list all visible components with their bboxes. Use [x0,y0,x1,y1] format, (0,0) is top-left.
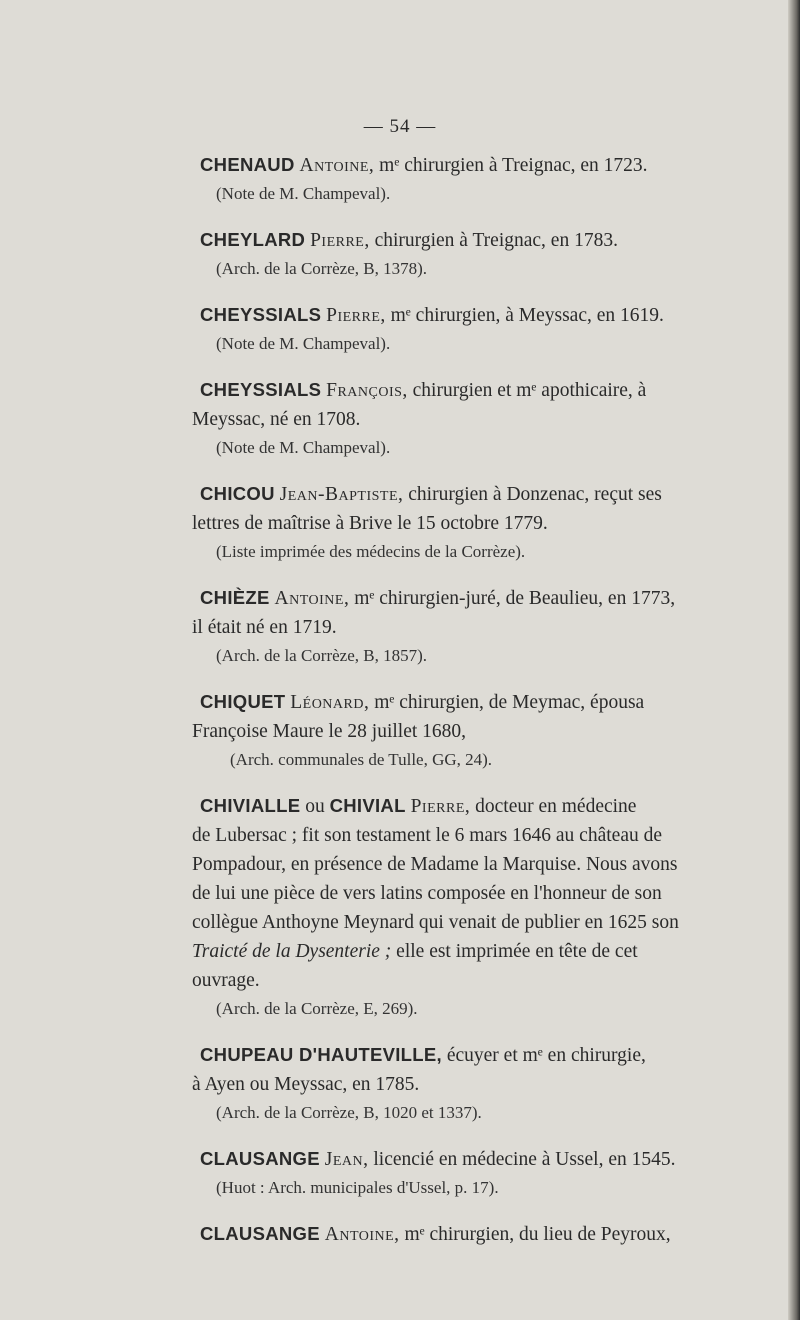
entry-cheylard [202,225,727,282]
entry-clausange-antoine [202,1219,727,1249]
entry-given-name: Pierre, [326,305,386,326]
entry-text-line: elle est imprimée en tête de cet [391,941,638,962]
entry-name: CHICOU [200,483,275,504]
entry-name: CHUPEAU D'HAUTEVILLE, [200,1044,442,1065]
entry-name: CLAUSANGE [200,1223,320,1244]
entry-name: CHIÈZE [200,587,270,608]
entry-chiquet [192,687,727,773]
entry-name: CHIVIALLE [200,795,301,816]
entry-name: CLAUSANGE [200,1148,320,1169]
entry-name: CHIQUET [200,691,286,712]
entry-source-note: (Note de M. Champeval). [216,438,391,457]
entry-chivialle [192,791,727,1022]
entry-text: docteur en médecine [470,796,637,817]
entry-name: CHEYSSIALS [200,379,322,400]
entry-source-note: (Note de M. Champeval). [216,334,391,353]
entry-given-name: Jean, [324,1149,369,1170]
entry-name-connector: ou [300,796,330,817]
entry-text: chirurgien et mᵉ apothicaire, à [407,380,647,401]
entry-name: CHENAUD [200,154,295,175]
entry-name: CHEYSSIALS [200,304,322,325]
entry-text: chirurgien à Donzenac, reçut ses [403,484,662,505]
entry-text-line: ouvrage. [192,970,260,991]
entry-given-name: Antoine, [299,155,375,176]
book-title: Traicté de la Dysenterie ; [192,941,392,962]
page-edge-shadow [788,0,800,1320]
entry-text: mᵉ chirurgien-juré, de Beaulieu, en 1773, [349,588,676,609]
entry-text-line: Pompadour, en présence de Madame la Marquise. Nous avons [192,854,678,875]
entry-text-line: collègue Anthoyne Meynard qui venait de publier en 1625 son [192,912,679,933]
entry-text-continued: Meyssac, né en 1708. [192,409,361,430]
entry-text: chirurgien à Treignac, en 1783. [369,230,618,251]
entry-source-note: (Arch. communales de Tulle, GG, 24). [230,750,493,769]
entry-chicou [192,479,727,565]
entry-given-name: Jean-Baptiste, [279,484,404,505]
entry-text-continued: Françoise Maure le 28 juillet 1680, [192,721,467,742]
entry-text-continued: il était né en 1719. [192,617,337,638]
entry-name-variant: CHIVIAL [329,795,406,816]
entry-text-continued: à Ayen ou Meyssac, en 1785. [192,1074,420,1095]
entry-cheyssials-francois [192,375,727,461]
entry-text-continued: lettres de maîtrise à Brive le 15 octobre 1779. [192,513,548,534]
entry-given-name: Pierre, [310,230,370,251]
entry-source-note: (Huot : Arch. municipales d'Ussel, p. 17). [216,1178,499,1197]
entry-clausange-jean [202,1144,727,1201]
page-body [192,150,727,1267]
entry-text: écuyer et mᵉ en chirurgie, [441,1045,646,1066]
entry-given-name: Antoine, [324,1224,400,1245]
entry-given-name: Léonard, [290,692,370,713]
entry-name: CHEYLARD [200,229,306,250]
page-number: — 54 — [363,116,437,137]
entry-chupeau [192,1040,727,1126]
entry-cheyssials-pierre [202,300,727,357]
entry-text-line: de Lubersac ; fit son testament le 6 mars 1646 au château de [192,825,662,846]
entry-source-note: (Note de M. Champeval). [216,184,391,203]
entry-chieze [192,583,727,669]
entry-source-note: (Arch. de la Corrèze, E, 269). [216,999,418,1018]
entry-source-note: (Liste imprimée des médecins de la Corrèze). [216,542,526,561]
entry-source-note: (Arch. de la Corrèze, B, 1020 et 1337). [216,1103,482,1122]
entry-given-name: Antoine, [274,588,350,609]
entry-text: mᵉ chirurgien à Treignac, en 1723. [374,155,648,176]
entry-given-name: François, [326,380,408,401]
entry-text: mᵉ chirurgien, du lieu de Peyroux, [399,1224,671,1245]
entry-source-note: (Arch. de la Corrèze, B, 1378). [216,259,428,278]
entry-chenaud [202,150,727,207]
entry-source-note: (Arch. de la Corrèze, B, 1857). [216,646,428,665]
entry-text: mᵉ chirurgien, de Meymac, épousa [369,692,645,713]
entry-text: mᵉ chirurgien, à Meyssac, en 1619. [385,305,664,326]
entry-text: licencié en médecine à Ussel, en 1545. [368,1149,676,1170]
entry-text-line: de lui une pièce de vers latins composée en l'honneur de son [192,883,662,904]
entry-given-name: Pierre, [410,796,471,817]
